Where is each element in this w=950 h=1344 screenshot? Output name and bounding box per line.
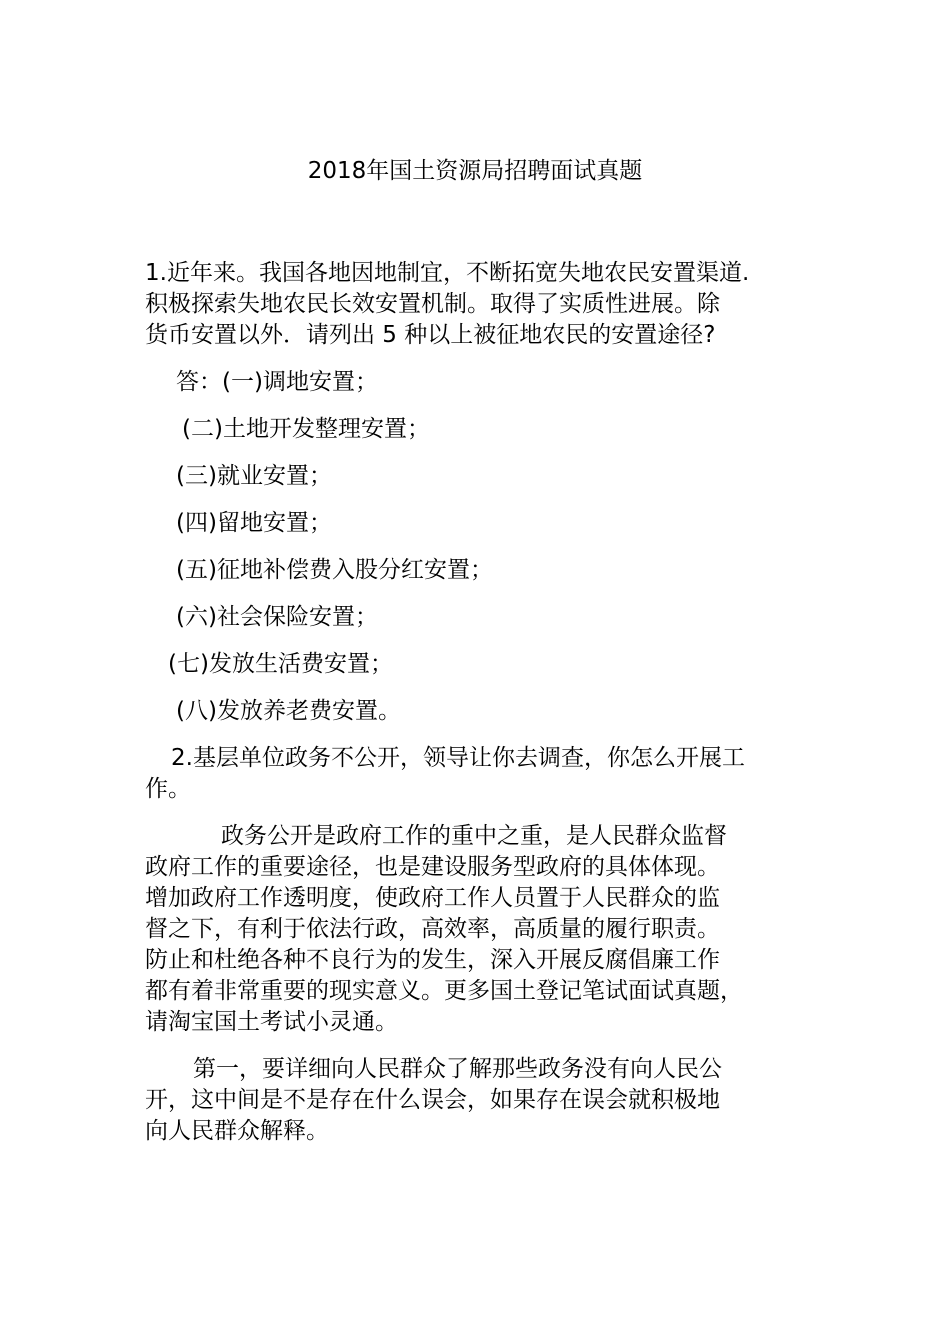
document-body bbox=[145, 258, 825, 1163]
paragraph-2-line: 开，这中间是不是存在什么误会，如果存在误会就积极地 bbox=[145, 1087, 720, 1113]
paragraph-1-line: 防止和杜绝各种不良行为的发生，深入开展反腐倡廉工作 bbox=[145, 947, 720, 973]
answer-item: (四)留地安置； bbox=[176, 510, 332, 536]
answer-item: (五)征地补偿费入股分红安置； bbox=[176, 557, 493, 583]
answer-item: 答：(一)调地安置； bbox=[176, 369, 378, 395]
question-2 bbox=[145, 743, 825, 805]
paragraph-1-line: 政务公开是政府工作的重中之重，是人民群众监督 bbox=[221, 823, 727, 849]
paragraph-2-line: 第一，要详细向人民群众了解那些政务没有向人民公 bbox=[193, 1056, 722, 1082]
answer-item: (八)发放养老费安置。 bbox=[176, 698, 401, 724]
paragraph-1-line: 政府工作的重要途径，也是建设服务型政府的具体体现。 bbox=[145, 854, 720, 880]
paragraph-1-line: 请淘宝国土考试小灵通。 bbox=[145, 1009, 398, 1035]
question-1-line: 1.近年来。我国各地因地制宜，不断拓宽失地农民安置渠道. bbox=[145, 260, 750, 286]
question-2-line: 2.基层单位政务不公开，领导让你去调查，你怎么开展工 bbox=[171, 745, 745, 771]
answer-item: (七)发放生活费安置； bbox=[168, 651, 393, 677]
paragraph-1-line: 增加政府工作透明度，使政府工作人员置于人民群众的监 bbox=[145, 885, 720, 911]
answer-item: (二)土地开发整理安置； bbox=[182, 416, 430, 442]
paragraph-1-line: 督之下，有利于依法行政，高效率，高质量的履行职责。 bbox=[145, 916, 720, 942]
answer-item: (六)社会保险安置； bbox=[176, 604, 378, 630]
paragraph-1 bbox=[145, 821, 825, 1038]
paragraph-2 bbox=[145, 1054, 825, 1147]
question-1 bbox=[145, 258, 825, 351]
question-2-line: 作。 bbox=[145, 776, 191, 802]
document-title: 2018年国土资源局招聘面试真题 bbox=[307, 158, 643, 184]
question-1-line: 积极探索失地农民长效安置机制。取得了实质性进展。除 bbox=[145, 291, 720, 317]
question-1-line: 货币安置以外．请列出 5 种以上被征地农民的安置途径? bbox=[145, 322, 716, 348]
paragraph-1-line: 都有着非常重要的现实意义。更多国土登记笔试面试真题， bbox=[145, 978, 743, 1004]
answer-item: (三)就业安置； bbox=[176, 463, 332, 489]
paragraph-2-line: 向人民群众解释。 bbox=[145, 1118, 329, 1144]
